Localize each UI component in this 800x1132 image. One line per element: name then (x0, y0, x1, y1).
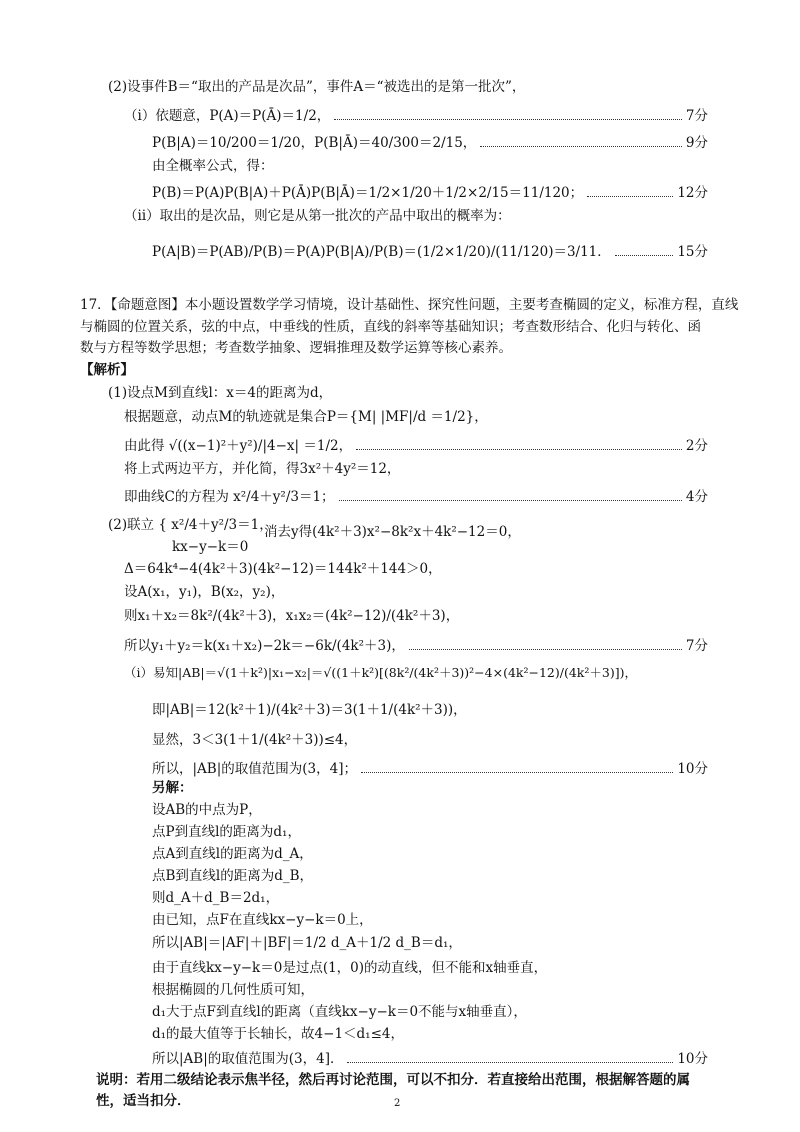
q17-2-line4: 则x₁＋x₂＝8k²/(4k²＋3)，x₁x₂＝(4k²−12)/(4k²＋3)， (124, 608, 460, 624)
q17-2-line2: Δ＝64k⁴−4(4k²＋3)(4k²−12)＝144k²＋144＞0， (124, 561, 442, 577)
dot-leader (587, 186, 673, 197)
dot-leader (480, 136, 682, 147)
q16-i-line2-row (152, 131, 708, 151)
alt-line3: 点A到直线l的距离为d_A， (152, 846, 313, 862)
score-10: 10分 (677, 761, 708, 777)
q17-intent-1: 17．【命题意图】本小题设置数学学习情境，设计基础性、探究性问题，主要考查椭圆的定义，标准方程，直线 (80, 297, 739, 313)
q17-2-line1a: (2)联立 { x²/4＋y²/3＝1， (108, 517, 273, 533)
dot-leader (409, 639, 682, 650)
alt-title: 另解： (152, 780, 193, 796)
q17-1-line1: (1)设点M到直线l：x＝4的距离为d， (108, 385, 333, 401)
q17-2i-line4: 所以，|AB|的取值范围为(3，4]； (152, 761, 357, 777)
part2-header: (2)设事件B＝“取出的产品是次品”，事件A＝“被选出的是第一批次”， (108, 79, 526, 95)
score-15: 15分 (677, 244, 708, 260)
score-9: 9分 (685, 135, 708, 151)
alt-line5: 则d_A＋d_B＝2d₁， (152, 890, 280, 906)
dot-leader (347, 1052, 673, 1063)
alt-line10: d₁大于点F到直线l的距离（直线kx−y−k＝0不能与x轴垂直）， (152, 1004, 527, 1020)
q17-1-line5-row (124, 485, 708, 505)
q16-i-line1: （ⅰ）依题意，P(A)＝P(Ā)＝1/2， (124, 108, 331, 124)
dot-leader (356, 439, 682, 450)
page-number: 2 (394, 1098, 401, 1109)
alt-line1: 设AB的中点为P， (152, 802, 262, 818)
q17-intent-2: 与椭圆的位置关系，弦的中点，中垂线的性质，直线的斜率等基础知识；考查数形结合、化归与转化、函 (80, 319, 701, 335)
q17-2-line1c: kx−y−k＝0 (172, 539, 249, 555)
q17-1-line3: 由此得 √((x−1)²＋y²)/|4−x| ＝1/2， (124, 438, 353, 454)
alt-line8: 由于直线kx−y−k＝0是过点(1，0)的动直线，但不能和x轴垂直， (152, 960, 548, 976)
alt-line4: 点B到直线l的距离为d_B， (152, 868, 314, 884)
dot-leader (361, 762, 673, 773)
alt-line9: 根据椭圆的几何性质可知， (152, 982, 314, 998)
score-4: 4分 (685, 489, 708, 505)
q17-2-line5-row (124, 634, 708, 654)
dot-leader (615, 245, 674, 256)
alt-line7: 所以|AB|＝|AF|＋|BF|＝1/2 d_A＋1/2 d_B＝d₁， (152, 935, 462, 951)
q17-1-line2: 根据题意，动点M的轨迹就是集合P＝{M| |MF|/d ＝1/2}， (124, 409, 488, 425)
score-7: 7分 (685, 108, 708, 124)
q17-1-line3-row (124, 434, 708, 454)
dot-leader (334, 109, 682, 120)
q16-i-line4-row (152, 181, 708, 201)
q17-1-line4: 将上式两边平方，并化简，得3x²＋4y²＝12， (124, 461, 401, 477)
q17-2i-line2: 即|AB|＝12(k²＋1)/(4k²＋3)＝3(1＋1/(4k²＋3))， (152, 702, 467, 718)
dot-leader (339, 490, 682, 501)
q17-intent-3: 数与方程等数学思想；考查数学抽象、逻辑推理及数学运算等核心素养。 (80, 340, 512, 356)
q17-2i-line3: 显然，3＜3(1＋1/(4k²＋3))≤4， (152, 732, 358, 748)
q16-i-line4: P(B)＝P(A)P(B|A)＋P(Ā)P(B|Ā)＝1/2×1/20＋1/2×2/15＝11/120； (152, 185, 584, 201)
q16-ii-line1: （ⅱ）取出的是次品，则它是从第一批次的产品中取出的概率为： (124, 208, 511, 224)
note-line1: 说明：若用二级结论表示焦半径，然后再讨论范围，可以不扣分．若直接给出范围，根据解答题的属 (96, 1072, 690, 1088)
score-10b: 10分 (677, 1051, 708, 1067)
q17-2i-line4-row (152, 757, 708, 777)
q16-i-line3: 由全概率公式，得： (152, 158, 274, 174)
alt-line2: 点P到直线l的距离为d₁， (152, 824, 301, 840)
q17-1-line5: 即曲线C的方程为 x²/4＋y²/3＝1； (124, 489, 335, 505)
q16-ii-line2: P(A|B)＝P(AB)/P(B)＝P(A)P(B|A)/P(B)＝(1/2×1/20)/(11/120)＝3/11． (152, 244, 611, 260)
q17-2-line5: 所以y₁＋y₂＝k(x₁＋x₂)−2k＝−6k/(4k²＋3)， (124, 638, 405, 654)
q16-i-line1-row (124, 104, 708, 124)
note-line2: 性，适当扣分． (96, 1093, 191, 1109)
q17-2-line1b: 消去y得(4k²＋3)x²−8k²x＋4k²−12＝0， (264, 524, 521, 540)
analysis-heading: 【解析】 (80, 362, 134, 378)
alt-line12: 所以|AB|的取值范围为(3，4]． (152, 1051, 344, 1067)
q16-ii-line2-row (152, 240, 708, 260)
score-7b: 7分 (685, 638, 708, 654)
alt-line6: 由已知，点F在直线kx−y−k＝0上， (152, 912, 373, 928)
alt-line12-row (152, 1047, 708, 1067)
q17-2i-line1: （ⅰ）易知|AB|＝√(1＋k²)|x₁−x₂|＝√((1＋k²)[(8k²/(4k²＋3))²−4×(4k²−12)/(4k²＋3)])， (124, 665, 637, 680)
score-12: 12分 (677, 185, 708, 201)
alt-line11: d₁的最大值等于长轴长，故4−1＜d₁≤4， (152, 1026, 404, 1042)
score-2: 2分 (685, 438, 708, 454)
q17-2-line3: 设A(x₁，y₁)，B(x₂，y₂)， (124, 584, 285, 600)
q16-i-line2: P(B|A)＝10/200＝1/20，P(B|Ā)＝40/300＝2/15， (152, 135, 477, 151)
